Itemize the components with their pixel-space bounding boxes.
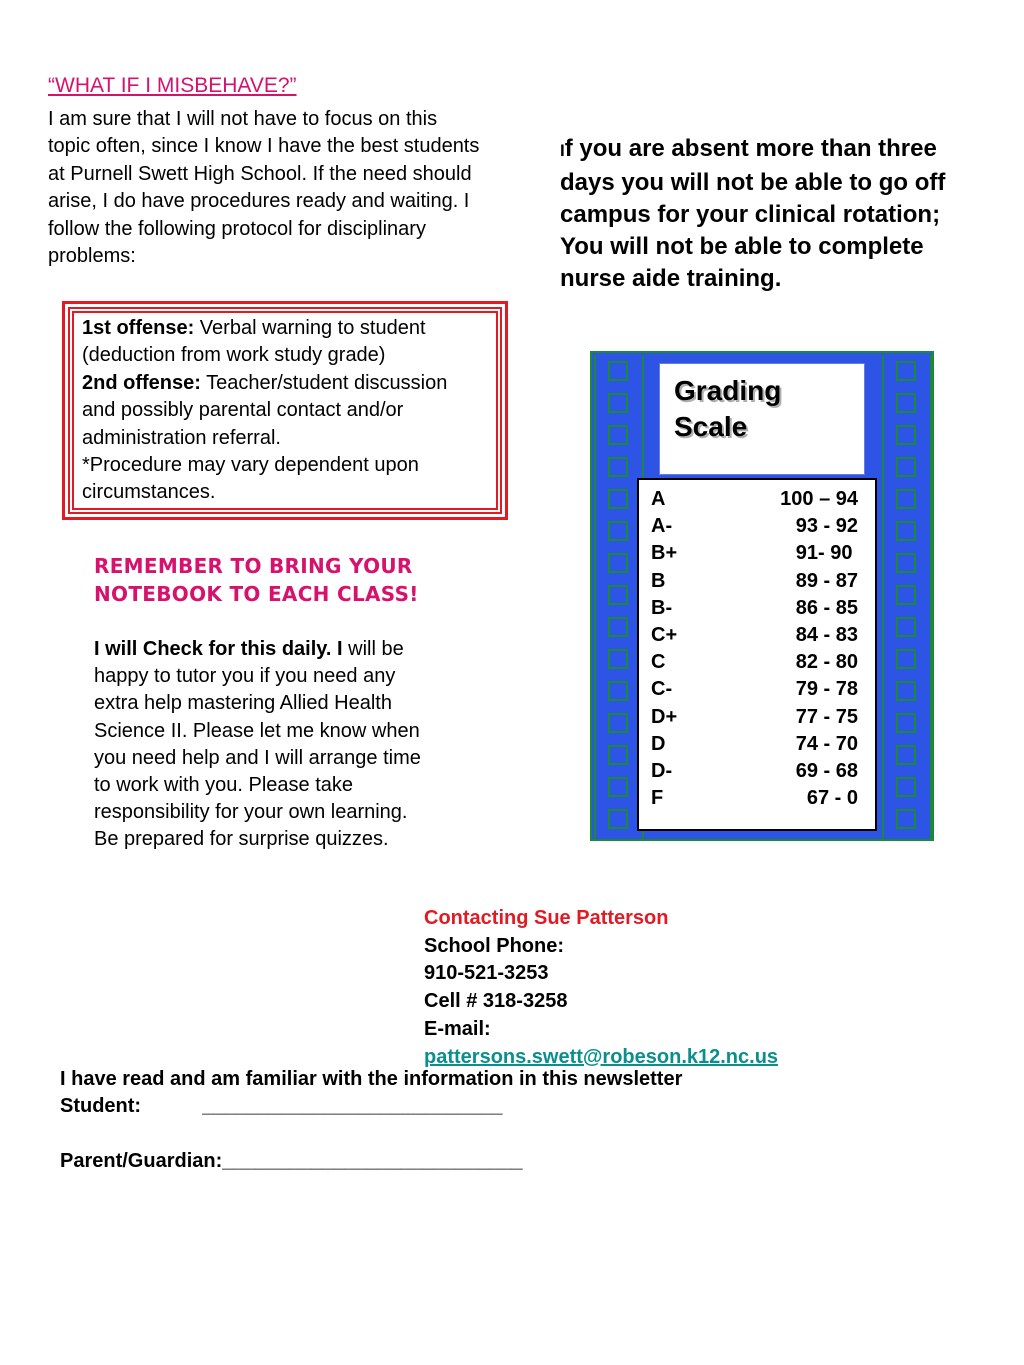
grade-row: [651, 731, 858, 758]
acknowledgement-statement: I have read and am familiar with the information in this newsletter: [60, 1068, 683, 1090]
film-sprocket-hole: [608, 489, 628, 509]
misbehave-heading: “WHAT IF I MISBEHAVE?”: [48, 74, 297, 97]
parent-signature-line[interactable]: Parent/Guardian:___________________________: [60, 1150, 523, 1173]
notebook-paragraph: [94, 636, 424, 854]
grade-range: 77 - 75: [795, 705, 858, 728]
email-link[interactable]: pattersons.swett@robeson.k12.nc.us: [424, 1045, 779, 1068]
first-offense-label: 1st offense:: [82, 317, 195, 339]
film-sprocket-hole: [608, 777, 628, 797]
film-sprocket-hole: [896, 425, 916, 445]
film-sprocket-hole: [896, 585, 916, 605]
absence-notice: [560, 133, 960, 295]
notebook-reminder-heading: REMEMBER TO BRING YOUR NOTEBOOK TO EACH CLASS!: [94, 554, 419, 606]
film-sprocket-hole: [896, 361, 916, 381]
grade-row: [651, 486, 858, 513]
grade-row: [651, 649, 858, 676]
film-sprocket-hole: [896, 553, 916, 573]
film-sprocket-hole: [608, 457, 628, 477]
grade-letter: D-: [651, 760, 673, 782]
film-sprocket-hole: [608, 617, 628, 637]
student-signature-line[interactable]: Student: ___________________________: [60, 1095, 503, 1118]
film-sprocket-hole: [896, 713, 916, 733]
absence-first-letter: I: [560, 141, 565, 160]
film-sprocket-hole: [896, 649, 916, 669]
blank-spacer: [60, 1121, 860, 1148]
film-sprocket-hole: [896, 489, 916, 509]
grade-row: [651, 568, 858, 595]
contact-info: [424, 905, 864, 1071]
grade-letter: C+: [651, 624, 678, 646]
grade-range: 93 - 92: [795, 515, 858, 538]
film-sprocket-hole: [608, 553, 628, 573]
film-sprocket-hole: [896, 681, 916, 701]
grade-letter: A-: [651, 515, 673, 538]
grade-letter: A: [651, 488, 666, 510]
film-sprocket-hole: [608, 745, 628, 765]
film-sprocket-hole: [608, 681, 628, 701]
signature-section: [60, 1066, 860, 1176]
grade-range: 69 - 68: [795, 760, 858, 782]
first-offense-text: Verbal warning to student (deduction from work study grade): [82, 317, 426, 367]
grade-range: 91- 90: [795, 542, 858, 565]
grade-row: [651, 513, 858, 540]
absence-text: f you are absent more than three days you will not be able to go off campus for your clinical rotation; You will not be able to complete nurse aide training.: [560, 135, 946, 292]
grade-range: 84 - 83: [795, 624, 858, 646]
grade-letter: D+: [651, 705, 678, 728]
film-sprocket-hole: [608, 585, 628, 605]
film-sprocket-hole: [896, 393, 916, 413]
contact-heading: Contacting Sue Patterson: [424, 907, 669, 929]
notebook-body-text: will be happy to tutor you if you need any extra help mastering Allied Health Science II. Please let me know when you need help and I will arrange time to work with you. Please take responsibility for your own learning. Be prepared for surprise quizzes.: [94, 638, 421, 851]
grade-letter: F: [651, 787, 664, 810]
film-sprocket-hole: [896, 745, 916, 765]
offense-protocol: [82, 315, 482, 507]
grade-row: [651, 622, 858, 649]
film-sprocket-hole: [896, 521, 916, 541]
film-sprocket-hole: [608, 713, 628, 733]
grade-range: 67 - 0: [806, 787, 858, 810]
grade-row: [651, 785, 858, 812]
film-sprocket-hole: [608, 809, 628, 829]
film-sprocket-hole: [896, 617, 916, 637]
grade-range: 100 – 94: [780, 488, 858, 510]
grade-row: [651, 676, 858, 703]
film-sprocket-hole: [608, 521, 628, 541]
notebook-bold-lead: I will Check for this daily. I: [94, 638, 343, 660]
grade-range: 86 - 85: [795, 596, 858, 619]
grade-range: 79 - 78: [795, 678, 858, 701]
grade-letter: B-: [651, 596, 673, 619]
grade-range: 74 - 70: [795, 732, 858, 755]
second-offense-label: 2nd offense:: [82, 371, 201, 394]
film-sprocket-hole: [896, 777, 916, 797]
film-sprocket-hole: [608, 649, 628, 669]
school-phone-number: 910-521-3253: [424, 962, 549, 985]
second-offense-text: Teacher/student discussion and possibly parental contact and/or administration referral.: [82, 371, 448, 449]
grade-range: 89 - 87: [795, 569, 858, 592]
school-phone-label: School Phone:: [424, 934, 564, 957]
grade-letter: B+: [651, 542, 678, 565]
procedure-note: *Procedure may vary dependent upon circumstances.: [82, 454, 419, 504]
grade-row: [651, 595, 858, 622]
email-label: E-mail:: [424, 1017, 491, 1040]
film-sprocket-hole: [896, 809, 916, 829]
grade-letter: C: [651, 651, 666, 674]
grade-letter: B: [651, 569, 666, 592]
film-sprocket-hole: [608, 361, 628, 381]
grade-range: 82 - 80: [795, 651, 858, 674]
grade-row: [651, 704, 858, 731]
grade-letter: C-: [651, 678, 673, 701]
misbehave-paragraph: I am sure that I will not have to focus on this topic often, since I know I have the best students at Purnell Swett High School. If the need should arise, I do have procedures ready and waiting. I follow the following protocol for disciplinary problems:: [48, 108, 480, 268]
film-sprocket-hole: [608, 425, 628, 445]
cell-number: Cell # 318-3258: [424, 990, 568, 1013]
film-sprocket-hole: [896, 457, 916, 477]
film-strip-right: [882, 355, 932, 839]
grade-row: [651, 758, 858, 785]
grading-scale-title: Grading Scale: [674, 375, 782, 442]
grade-row: [651, 540, 858, 567]
grade-letter: D: [651, 732, 666, 755]
film-sprocket-hole: [608, 393, 628, 413]
